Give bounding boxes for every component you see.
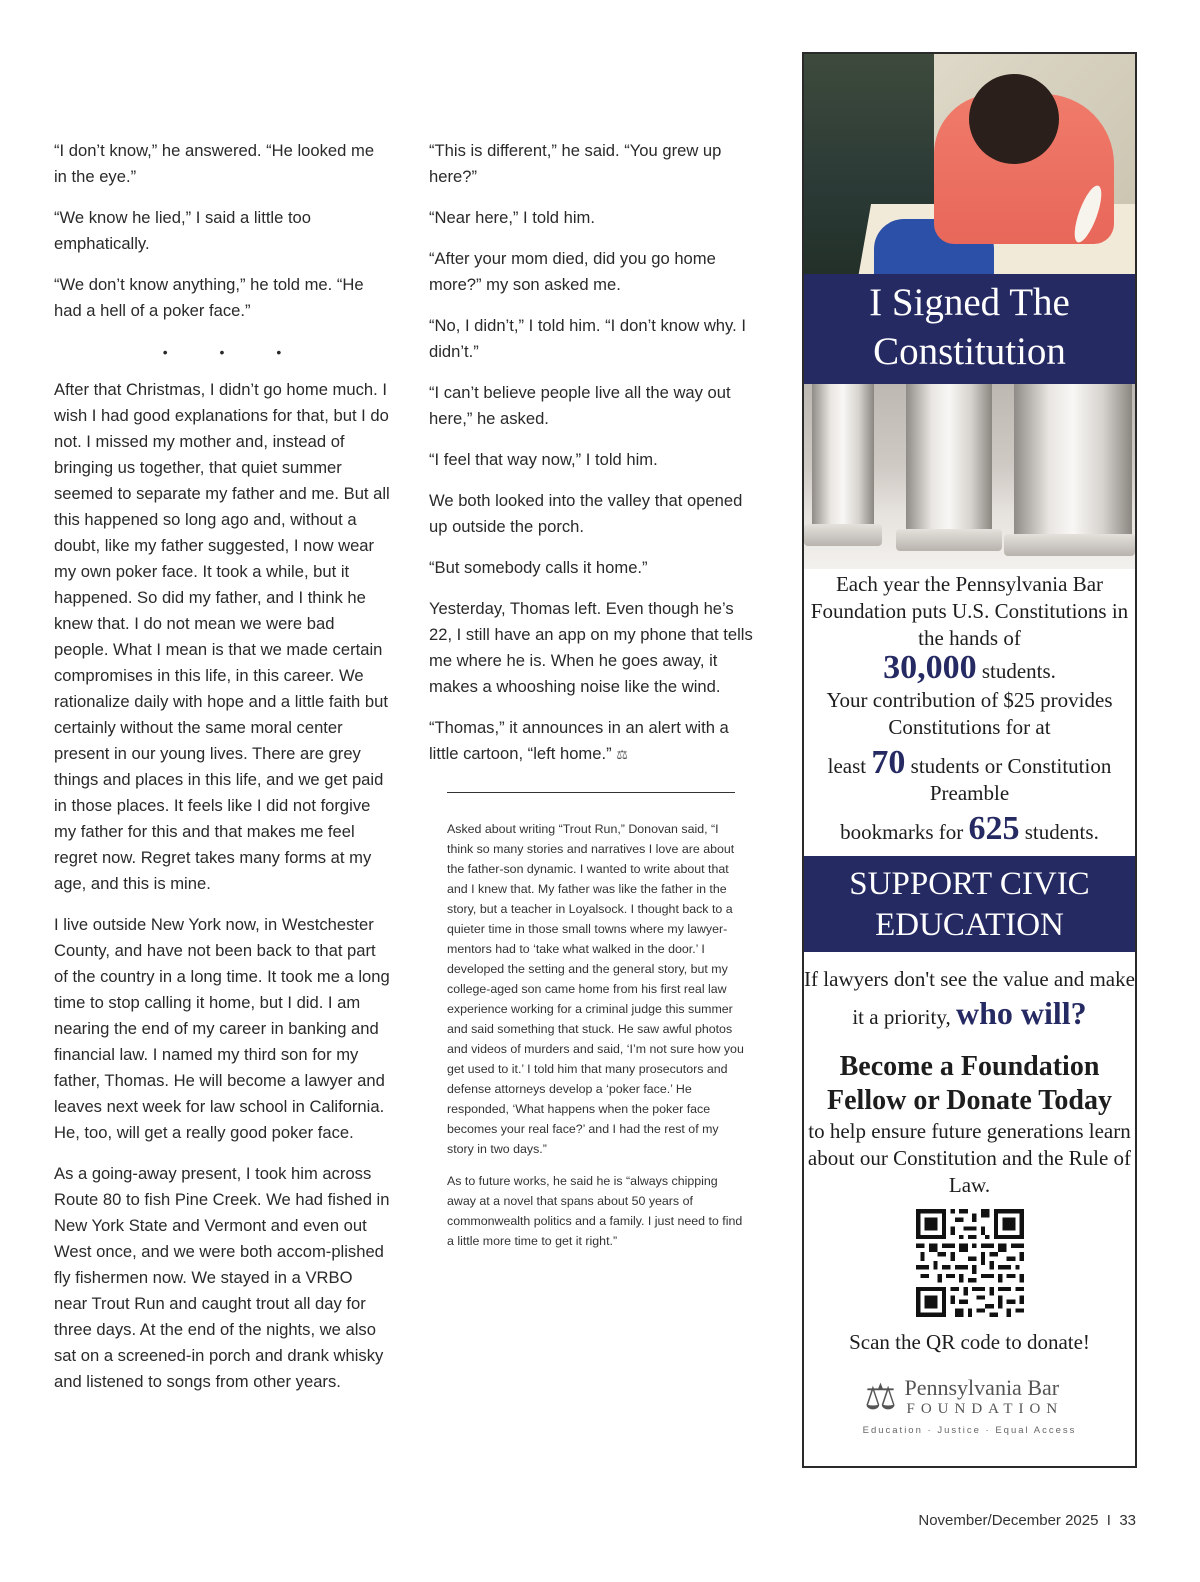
logo-name: Pennsylvania Bar	[904, 1375, 1060, 1400]
ad-copy-text: students or Constitution Preamble	[910, 754, 1112, 805]
ad-body	[804, 569, 1135, 846]
section-separator: • • •	[162, 344, 306, 360]
paragraph: “We know he lied,” I said a little too emphatically.	[54, 208, 312, 253]
ad-photo-students	[804, 54, 1135, 274]
logo-subtitle: FOUNDATION	[906, 1401, 1064, 1417]
ad-copy-text: students.	[1024, 820, 1099, 844]
scales-of-justice-icon: ⚖	[864, 1377, 897, 1417]
paragraph: “But somebody calls it home.”	[429, 558, 648, 577]
issue-date: November/December 2025	[918, 1512, 1099, 1529]
paragraph: “We don’t know anything,” he told me. “He had a hell of a poker face.”	[54, 275, 364, 320]
stat-number: 70	[871, 744, 906, 781]
ad-copy-line	[804, 962, 1135, 1034]
paragraph: After that Christmas, I didn’t go home much. I wish I had good explanations for that, but I do not. I missed my mother and, instead of bringing us together, that quiet summer seemed to separate my father and me. But all this happened so long ago and, without a doubt, like my father suggested, I now wear my own poker face. It took a while, but it happened. So did my father, and I think he knew that. I do not mean we were bad people. What I mean is that we made certain compromises in this life, in this career. We rationalize daily with hope and a little faith but certainly without the same moral center present in our young lives. There are grey things and places in this life, and we get paid in those places. It feels like I did not forgive my father for this and that makes me feel regret now. Regret takes many forms at my age, and this is mine.	[54, 380, 390, 893]
advertisement	[802, 52, 1137, 1468]
ad-copy-line	[804, 810, 1135, 847]
ad-columns-image	[804, 384, 1135, 569]
footer-divider: I	[1106, 1512, 1111, 1529]
author-note	[447, 819, 747, 1251]
paragraph-final	[429, 715, 759, 768]
qr-code-icon[interactable]	[916, 1209, 1024, 1317]
pillar	[1014, 384, 1132, 544]
pillar	[812, 384, 874, 544]
end-mark-icon: ⚖	[616, 747, 628, 762]
paragraph: As a going-away present, I took him across Route 80 to fish Pine Creek. We had fished in New York State and Vermont and even out West once, and we were both accom-plished fly fishermen now. We stayed in a VRBO near Trout Run and caught trout all day for three days. At the end of the nights, we also sat on a screened-in porch and drank whisky and listened to songs from other years.	[54, 1164, 390, 1391]
ad-copy-text: students.	[981, 659, 1056, 683]
paragraph-text: “Thomas,” it announces in an alert with a little cartoon, “left home.”	[429, 718, 729, 763]
scan-instruction: Scan the QR code to donate!	[849, 1330, 1090, 1354]
pillar-base	[1004, 534, 1135, 556]
ad-copy-line	[804, 649, 1135, 686]
ad-copy: to help ensure future generations learn about our Constitution and the Rule of Law.	[807, 1119, 1132, 1197]
paragraph: “I can’t believe people live all the way out here,” he asked.	[429, 383, 731, 428]
pillar	[906, 384, 992, 544]
paragraph: “Near here,” I told him.	[429, 208, 595, 227]
paragraph: We both looked into the valley that opened up outside the porch.	[429, 491, 743, 536]
author-note-paragraph: Asked about writing “Trout Run,” Donovan said, “I think so many stories and narratives I love are about the father-son dynamic. I wanted to write about that and I knew that. My father was like the father in the story, but a teacher in Loyalsock. I thought back to a quieter time in those small towns where my lawyer-mentors had to ‘take what walked in the door.’ I developed the setting and the general story, but my college-aged son came home from his first real law experience working for a criminal judge this summer and said something that stuck. He saw awful photos and videos of murders and said, ‘I’m not sure how you get used to it.’ I told him that many prosecutors and defense attorneys develop a ‘poker face.’ He responded, ‘What happens when the poker face becomes your real face?’ and I had the rest of my story in two days.”	[447, 822, 744, 1156]
ad-banner: SUPPORT CIVIC EDUCATION	[804, 856, 1135, 952]
article-column-left	[54, 138, 390, 1410]
ad-copy-text: bookmarks for	[840, 820, 964, 844]
ad-copy-text: least	[827, 754, 867, 778]
stat-number: 625	[968, 810, 1020, 847]
paragraph: “I feel that way now,” I told him.	[429, 450, 658, 469]
ad-copy: Your contribution of $25 provides Constitutions for at	[826, 688, 1113, 739]
ad-call-to-action: Become a Foundation Fellow or Donate Today	[827, 1051, 1112, 1116]
pillar-base	[804, 524, 882, 546]
logo-tagline: Education · Justice · Equal Access	[862, 1425, 1077, 1436]
ad-headline: I Signed The Constitution	[804, 274, 1135, 384]
ad-copy-line	[804, 744, 1135, 807]
page-number: 33	[1119, 1512, 1136, 1529]
article-column-right	[429, 138, 759, 1263]
page-footer	[918, 1512, 1136, 1529]
divider-rule	[447, 792, 735, 793]
paragraph: Yesterday, Thomas left. Even though he’s 22, I still have an app on my phone that tells me where he is. When he goes away, it makes a whooshing noise like the wind.	[429, 599, 753, 696]
pillar-base	[896, 529, 1002, 551]
ad-copy: Each year the Pennsylvania Bar Foundation puts U.S. Constitutions in the hands of	[810, 572, 1129, 650]
foundation-logo	[855, 1373, 1085, 1443]
author-note-paragraph: As to future works, he said he is “always chipping away at a novel that spans about 50 years of commonwealth politics and a family. I just need to find a little more time to get it right.”	[447, 1174, 743, 1248]
photo-student-head	[969, 74, 1059, 164]
emphasis-text: who will?	[955, 995, 1087, 1031]
ad-copy-text: If lawyers don't see the value and make it a priority,	[804, 967, 1135, 1029]
ad-body-lower	[804, 962, 1135, 1443]
paragraph: “No, I didn’t,” I told him. “I don’t know why. I didn’t.”	[429, 316, 746, 361]
stat-number: 30,000	[883, 649, 977, 686]
paragraph: “This is different,” he said. “You grew up here?”	[429, 141, 722, 186]
paragraph: “I don’t know,” he answered. “He looked me in the eye.”	[54, 141, 375, 186]
paragraph: I live outside New York now, in Westchester County, and have not been back to that part of the country in a long time. It took me a long time to stop calling it home, but I did. I am nearing the end of my career in banking and financial law. I named my third son for my father, Thomas. He will become a lawyer and leaves next week for law school in California. He, too, will get a really good poker face.	[54, 915, 390, 1142]
paragraph: “After your mom died, did you go home more?” my son asked me.	[429, 249, 716, 294]
